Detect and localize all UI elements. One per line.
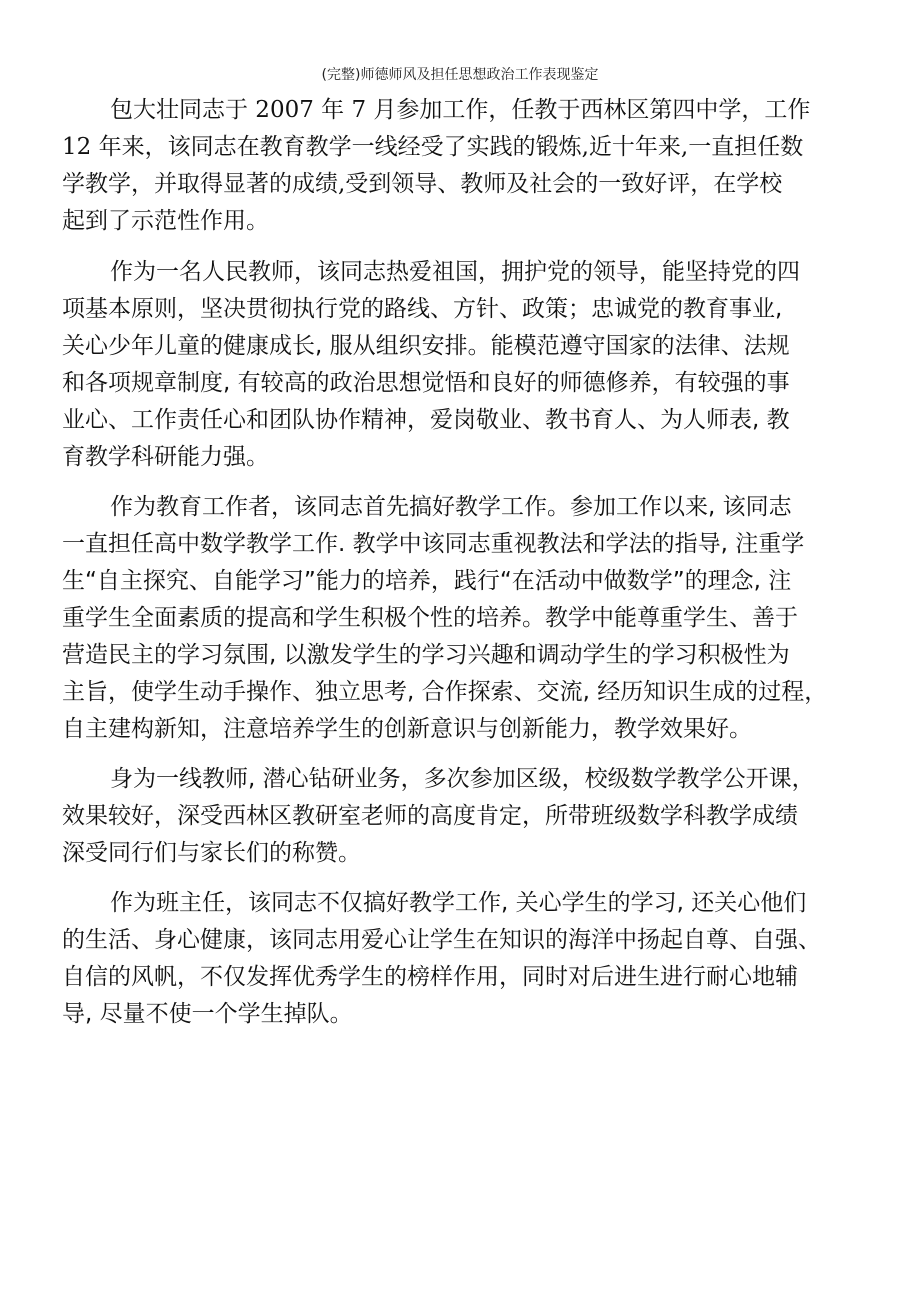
paragraph-line: 作为教育工作者，该同志首先搞好教学工作。参加工作以来, 该同志: [110, 494, 792, 520]
page-header: (完整)师德师风及担任思想政治工作表现鉴定: [321, 67, 599, 83]
paragraph-line: 育教学科研能力强。: [62, 444, 269, 470]
paragraph-line: 身为一线教师, 潜心钻研业务，多次参加区级，校级数学教学公开课，: [110, 766, 815, 792]
document-body: [62, 92, 862, 1033]
paragraph-line: 的生活、身心健康，该同志用爱心让学生在知识的海洋中扬起自尊、自强、: [62, 927, 821, 953]
paragraph-line: 主旨，使学生动手操作、独立思考, 合作探索、交流, 经历知识生成的过程，: [62, 679, 828, 705]
paragraph-political: [62, 254, 862, 476]
paragraph-line: 自主建构新知，注意培养学生的创新意识与创新能力，教学效果好。: [62, 716, 752, 742]
paragraph-line: 12 年来，该同志在教育教学一线经受了实践的锻炼,近十年来,一直担任数: [62, 134, 804, 160]
paragraph-line: 营造民主的学习氛围, 以激发学生的学习兴趣和调动学生的学习积极性为: [62, 642, 790, 668]
paragraph-intro: [62, 92, 862, 240]
paragraph-line: 作为班主任，该同志不仅搞好教学工作, 关心学生的学习, 还关心他们: [110, 890, 807, 916]
paragraph-line: 项基本原则，坚决贯彻执行党的路线、方针、政策；忠诚党的教育事业,: [62, 296, 783, 322]
paragraph-line: 包大壮同志于 2007 年 7 月参加工作，任教于西林区第四中学，工作: [110, 97, 811, 123]
paragraph-class-teacher: [62, 885, 862, 1033]
paragraph-line: 起到了示范性作用。: [62, 208, 269, 234]
paragraph-line: 作为一名人民教师，该同志热爱祖国，拥护党的领导，能坚持党的四: [110, 259, 800, 285]
paragraph-line: 效果较好，深受西林区教研室老师的高度肯定，所带班级数学科教学成绩: [62, 803, 798, 829]
paragraph-line: 导, 尽量不使一个学生掉队。: [62, 1001, 353, 1027]
paragraph-teaching: [62, 489, 862, 748]
paragraph-line: 自信的风帆，不仅发挥优秀学生的榜样作用，同时对后进生进行耐心地辅: [62, 964, 798, 990]
paragraph-line: 学教学，并取得显著的成绩,受到领导、教师及社会的一致好评，在学校: [62, 171, 783, 197]
paragraph-line: 和各项规章制度, 有较高的政治思想觉悟和良好的师德修养，有较强的事: [62, 370, 790, 396]
paragraph-line: 关心少年儿童的健康成长, 服从组织安排。能模范遵守国家的法律、法规: [62, 333, 790, 359]
paragraph-research: [62, 761, 862, 872]
paragraph-line: 深受同行们与家长们的称赞。: [62, 840, 361, 866]
paragraph-line: 一直担任高中数学教学工作. 教学中该同志重视教法和学法的指导, 注重学: [62, 531, 805, 557]
paragraph-line: 重学生全面素质的提高和学生积极个性的培养。教学中能尊重学生、善于: [62, 605, 798, 631]
paragraph-line: 生“自主探究、自能学习”能力的培养，践行“在活动中做数学”的理念, 注: [62, 568, 792, 594]
paragraph-line: 业心、工作责任心和团队协作精神，爱岗敬业、教书育人、为人师表, 教: [62, 407, 790, 433]
